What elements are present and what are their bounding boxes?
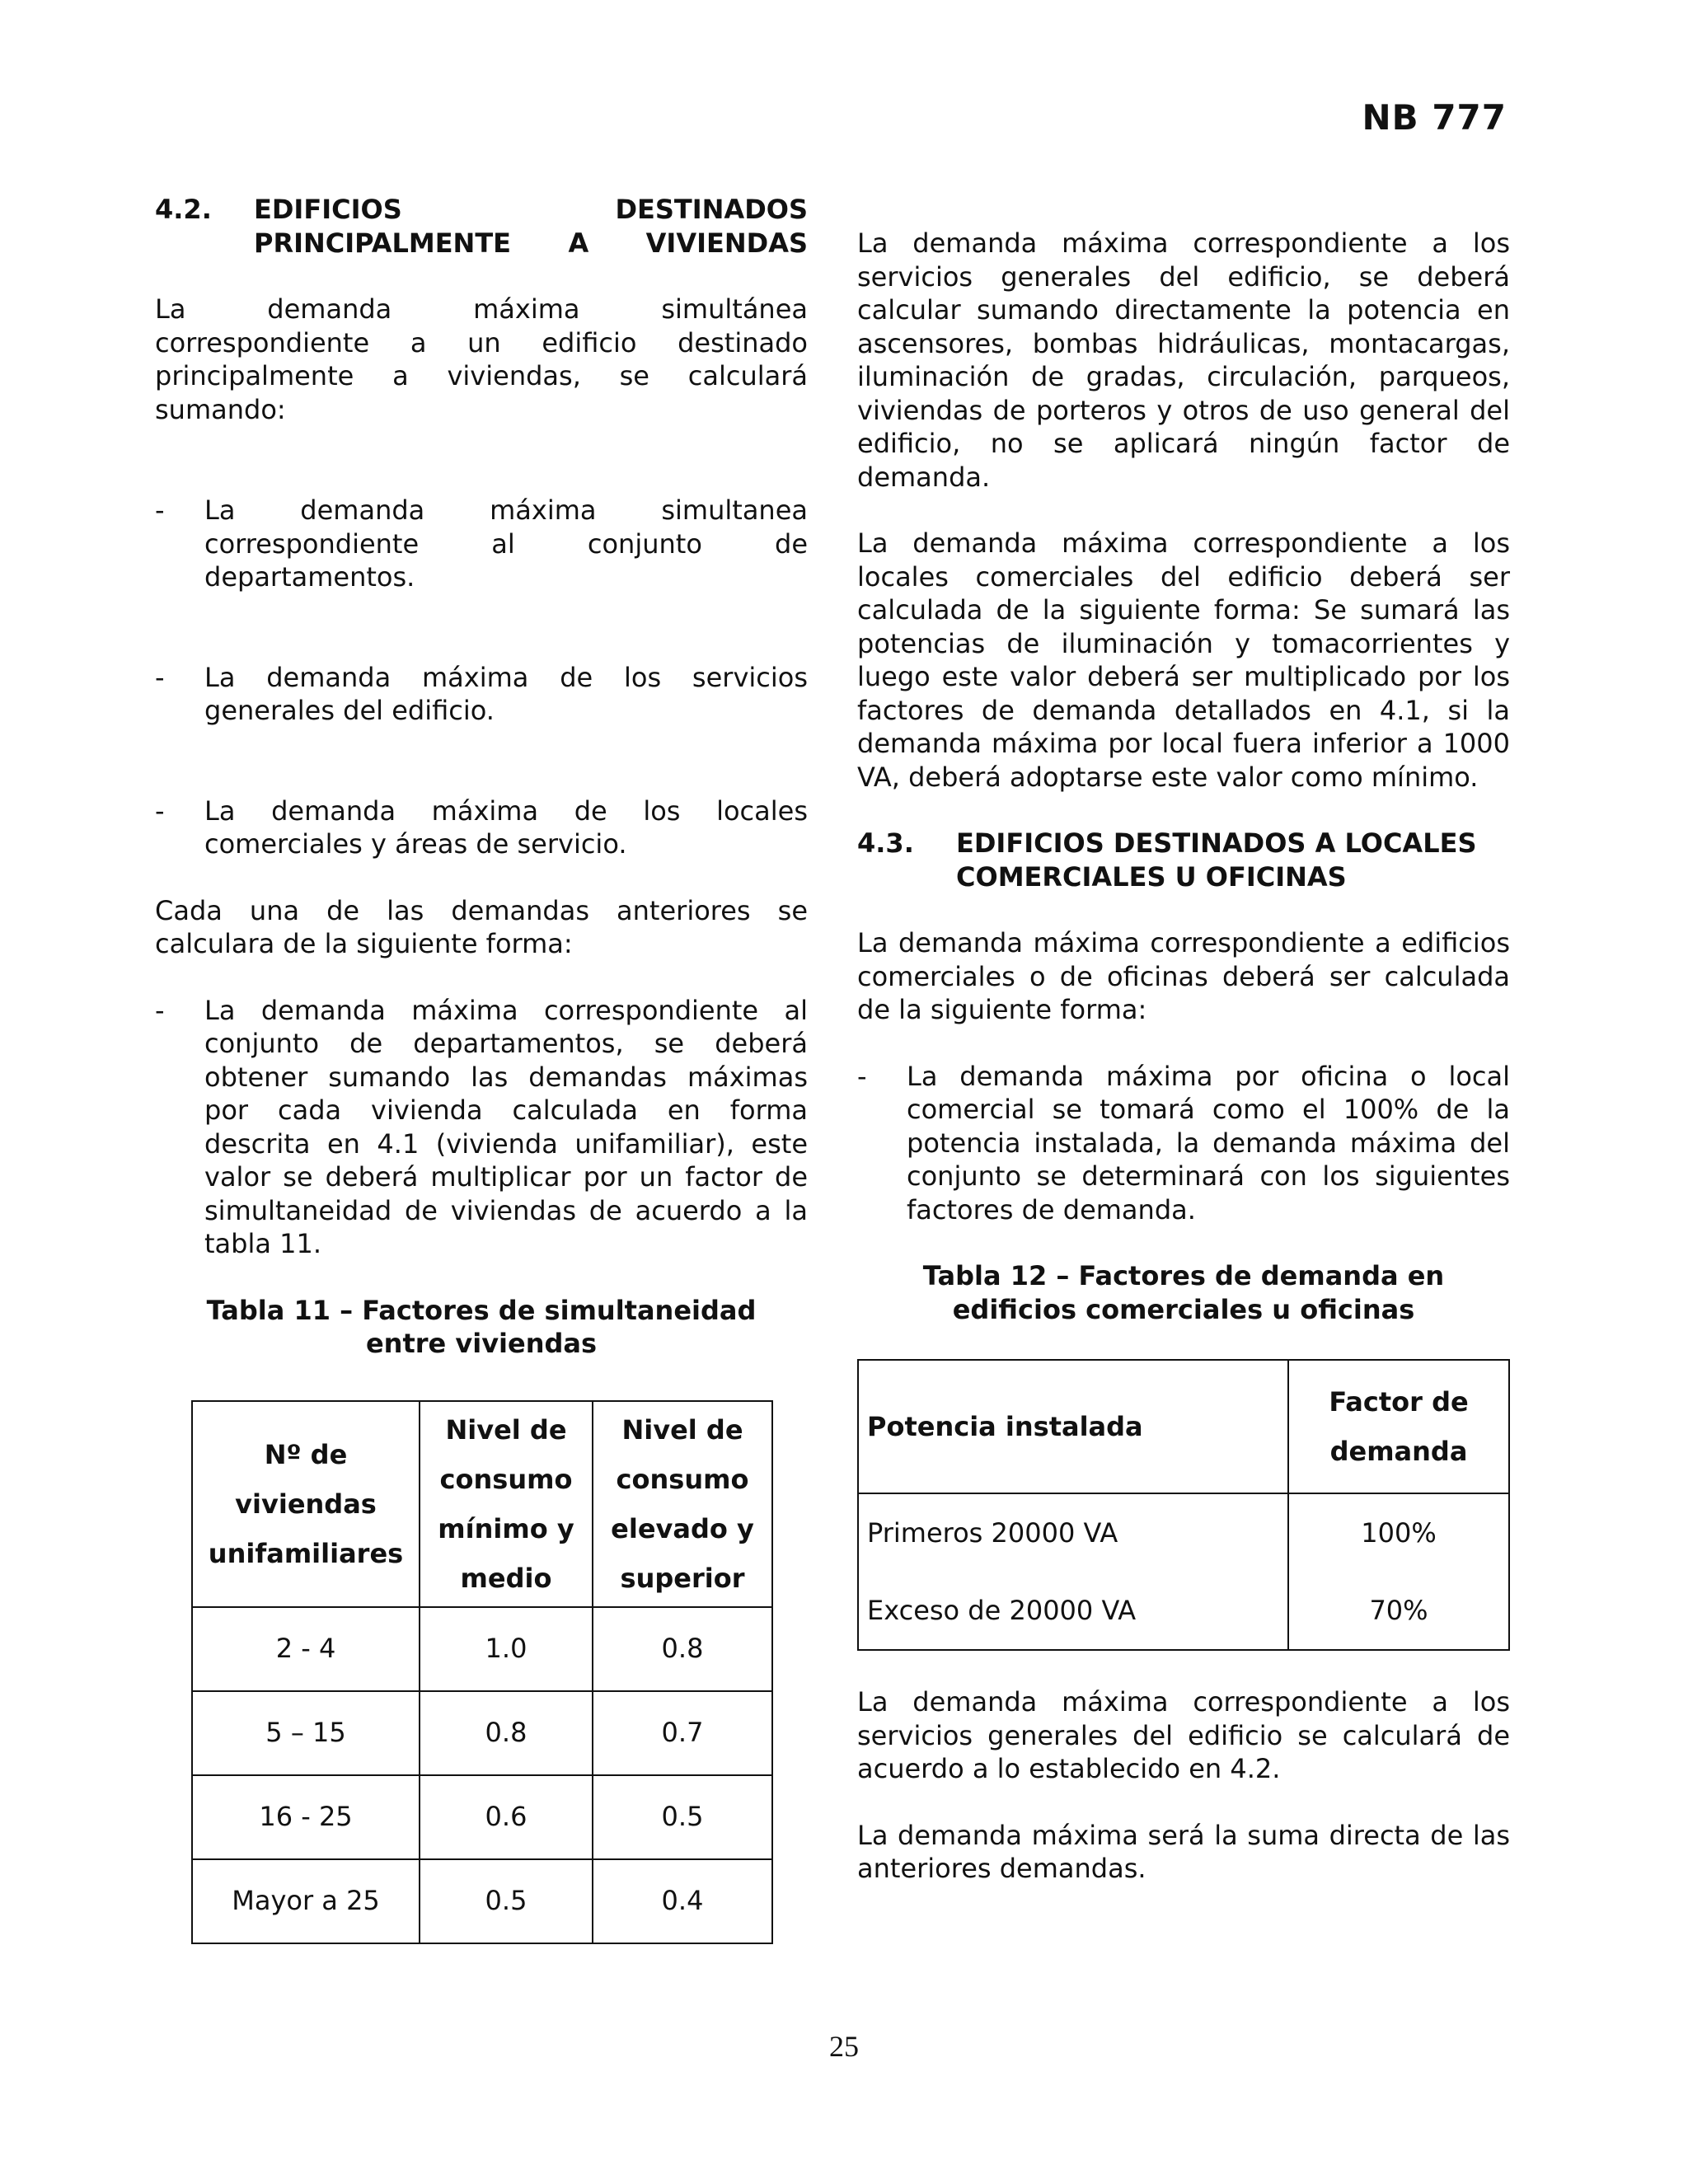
paragraph-services: La demanda máxima correspondiente a los servicios generales del edificio, se deberá calcular sumando directamente la potencia en ascensores, bombas hidráulicas, montacargas, iluminación de gradas, circulación, parqueos, viviendas de porteros y otros de uso general del edificio, no se aplicará ningún factor de demanda. bbox=[857, 227, 1510, 493]
list-item bbox=[155, 994, 808, 1261]
table-cell: Exceso de 20000 VA bbox=[858, 1572, 1288, 1650]
table-11 bbox=[191, 1400, 773, 1944]
paragraph-locales: La demanda máxima correspondiente a los locales comerciales del edificio deberá ser calculada de la siguiente forma: Se sumará las potencias de iluminación y tomacorrientes y luego este valor deberá ser multiplicado por los factores de demanda detallados en 4.1, si la demanda máxima por local fuera inferior a 1000 VA, deberá adoptarse este valor como mínimo. bbox=[857, 527, 1510, 793]
bullet-dash: - bbox=[155, 661, 165, 693]
table-cell: 0.8 bbox=[593, 1607, 772, 1691]
table-cell: 0.7 bbox=[593, 1691, 772, 1775]
column-header: Nivel de consumo elevado y superior bbox=[593, 1401, 772, 1607]
right-column bbox=[857, 227, 1510, 1886]
list-item-text: La demanda máxima por oficina o local comercial se tomará como el 100% de la potencia instalada, la demanda máxima del conjunto se determinará con los siguientes factores de demanda. bbox=[907, 1060, 1510, 1226]
table-12 bbox=[857, 1359, 1510, 1651]
column-header: Potencia instalada bbox=[858, 1360, 1288, 1493]
caption-line: Tabla 11 – Factores de simultaneidad bbox=[206, 1294, 757, 1326]
bullet-dash: - bbox=[155, 794, 165, 827]
caption-line: entre viviendas bbox=[365, 1328, 598, 1359]
table-header-row bbox=[192, 1401, 772, 1607]
table-cell: 0.6 bbox=[420, 1775, 593, 1859]
paragraph-4-3: La demanda máxima correspondiente a edificios comerciales o de oficinas deberá ser calculada de la siguiente forma: bbox=[857, 927, 1510, 1025]
column-header: Nº de viviendas unifamiliares bbox=[192, 1401, 420, 1607]
list-item-text: La demanda máxima de los servicios generales del edificio. bbox=[204, 661, 808, 726]
table-cell: 0.4 bbox=[593, 1859, 772, 1943]
table-row bbox=[192, 1691, 772, 1775]
table-cell: 0.8 bbox=[420, 1691, 593, 1775]
list-item bbox=[155, 661, 808, 728]
list-item bbox=[155, 494, 808, 594]
table-cell: 0.5 bbox=[593, 1775, 772, 1859]
column-header: Nivel de consumo mínimo y medio bbox=[420, 1401, 593, 1607]
page-number: 25 bbox=[829, 2030, 859, 2063]
table-cell: 0.5 bbox=[420, 1859, 593, 1943]
left-column bbox=[155, 193, 808, 1944]
paragraph: Cada una de las demandas anteriores se calculara de la siguiente forma: bbox=[155, 894, 808, 959]
table-11-caption bbox=[155, 1294, 808, 1361]
table-row bbox=[858, 1572, 1509, 1650]
table-row bbox=[192, 1607, 772, 1691]
bullet-dash: - bbox=[857, 1060, 867, 1092]
list-item-text: La demanda máxima de los locales comerciales y áreas de servicio. bbox=[204, 794, 808, 860]
list-item bbox=[857, 1060, 1510, 1227]
table-cell: 5 – 15 bbox=[192, 1691, 420, 1775]
section-title: EDIFICIOS DESTINADOS PRINCIPALMENTE A VIVIENDAS bbox=[254, 194, 808, 259]
table-cell: 2 - 4 bbox=[192, 1607, 420, 1691]
table-cell: Primeros 20000 VA bbox=[858, 1493, 1288, 1572]
table-12-caption bbox=[857, 1259, 1510, 1326]
paragraph-final: La demanda máxima será la suma directa de las anteriores demandas. bbox=[857, 1819, 1510, 1884]
intro-paragraph: La demanda máxima simultánea correspondiente a un edificio destinado principalmente a viviendas, se calculará sumando: bbox=[155, 293, 808, 425]
table-cell: 16 - 25 bbox=[192, 1775, 420, 1859]
list-item bbox=[155, 794, 808, 861]
bullet-dash: - bbox=[155, 494, 165, 526]
table-row bbox=[192, 1775, 772, 1859]
table-cell: Mayor a 25 bbox=[192, 1859, 420, 1943]
table-cell: 70% bbox=[1288, 1572, 1509, 1650]
table-row bbox=[858, 1493, 1509, 1572]
table-header-row bbox=[858, 1360, 1509, 1493]
table-cell: 100% bbox=[1288, 1493, 1509, 1572]
section-4-2-heading bbox=[155, 193, 808, 260]
section-number: 4.2. bbox=[155, 194, 212, 225]
bullet-dash: - bbox=[155, 994, 165, 1026]
section-4-3-heading bbox=[857, 827, 1510, 893]
column-header: Factor de demanda bbox=[1288, 1360, 1509, 1493]
paragraph-after-table: La demanda máxima correspondiente a los servicios generales del edificio se calculará de acuerdo a lo establecido en 4.2. bbox=[857, 1686, 1510, 1784]
table-row bbox=[192, 1859, 772, 1943]
list-item-text: La demanda máxima correspondiente al conjunto de departamentos, se deberá obtener sumando las demandas máximas por cada vivienda calculada en forma descrita en 4.1 (vivienda unifamiliar), este valor se deberá multiplicar por un factor de simultaneidad de viviendas de acuerdo a la tabla 11. bbox=[204, 994, 808, 1259]
document-code: NB 777 bbox=[1362, 97, 1507, 138]
section-number: 4.3. bbox=[857, 827, 914, 859]
section-title: EDIFICIOS DESTINADOS A LOCALES COMERCIALES U OFICINAS bbox=[956, 827, 1477, 893]
list-item-text: La demanda máxima simultanea correspondiente al conjunto de departamentos. bbox=[204, 494, 808, 593]
table-cell: 1.0 bbox=[420, 1607, 593, 1691]
caption-line: Tabla 12 – Factores de demanda en bbox=[922, 1260, 1445, 1291]
caption-line: edificios comerciales u oficinas bbox=[952, 1293, 1415, 1325]
